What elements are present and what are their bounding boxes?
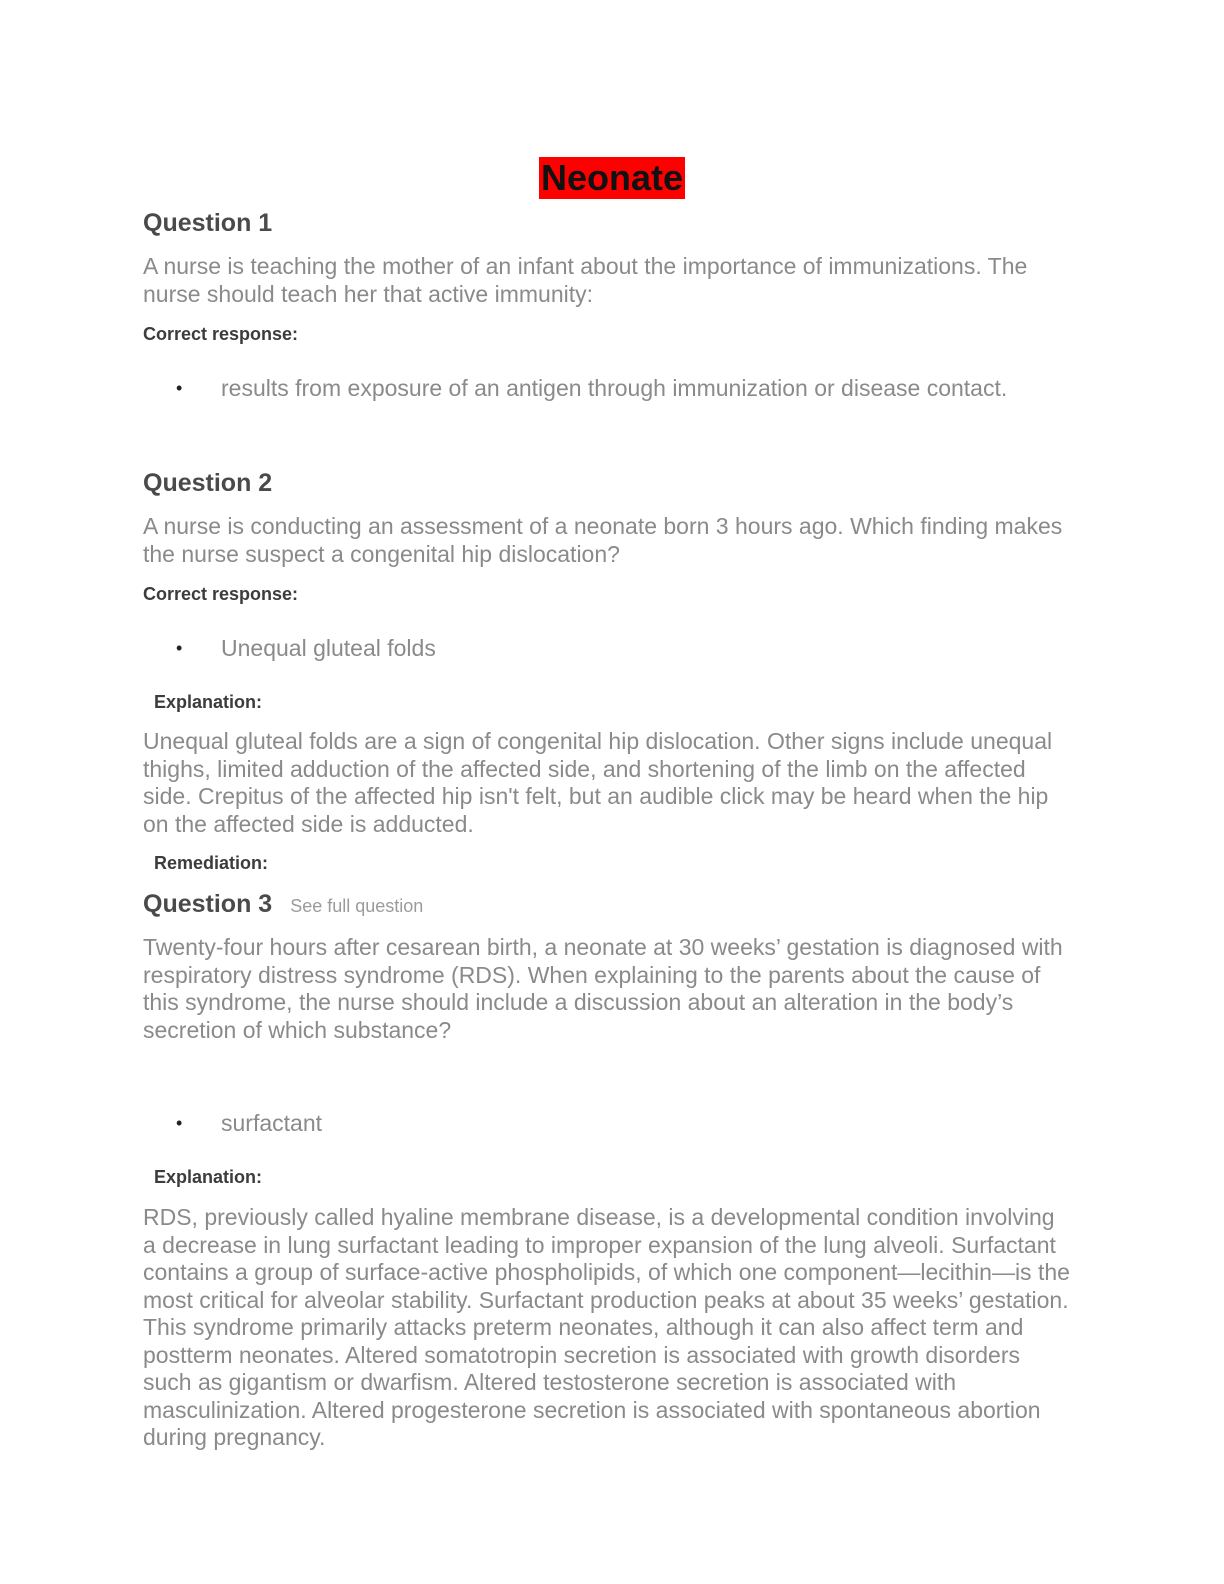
question-1-answer-text: results from exposure of an antigen through immunization or disease contact. <box>221 375 1008 401</box>
question-2-remediation-label: Remediation: <box>154 853 269 873</box>
question-1-answer <box>176 374 1007 402</box>
title-wrapper <box>0 157 1224 199</box>
bullet-icon: • <box>176 1113 183 1133</box>
question-3-explanation: RDS, previously called hyaline membrane disease, is a developmental condition involving a decrease in lung surfactant leading to improper expansion of the lung alveoli. Surfactant contains a group of surface-active phospholipids, of which one component—lecithin—is the most critical for alveolar stability. Surfactant production peaks at about 35 weeks’ gestation. This syndrome primarily attacks preterm neonates, although it can also affect term and postterm neonates. Altered somatotropin secretion is associated with growth disorders such as gigantism or dwarfism. Altered testosterone secretion is associated with masculinization. Altered progesterone secretion is associated with spontaneous abortion during pregnancy. <box>143 1204 1070 1450</box>
question-2-explanation: Unequal gluteal folds are a sign of congenital hip dislocation. Other signs include unequal thighs, limited adduction of the affected side, and shortening of the limb on the affected side. Crepitus of the affected hip isn't felt, but an audible click may be heard when the hip on the affected side is adducted. <box>143 728 1053 837</box>
question-3-heading-text: Question 3 <box>143 890 273 918</box>
question-2-correct-label: Correct response: <box>143 584 299 604</box>
question-2-explanation-label: Explanation: <box>154 692 263 712</box>
question-1-correct-label: Correct response: <box>143 324 299 344</box>
question-2-text: A nurse is conducting an assessment of a neonate born 3 hours ago. Which finding makes the nurse suspect a congenital hip dislocation? <box>143 513 1063 567</box>
question-3-answer <box>176 1109 322 1137</box>
bullet-icon: • <box>176 638 183 658</box>
question-3-heading <box>143 889 423 921</box>
question-3-answer-text: surfactant <box>221 1110 322 1136</box>
document-title: Neonate <box>540 157 684 198</box>
question-2-answer <box>176 634 436 662</box>
question-3-text: Twenty-four hours after cesarean birth, a neonate at 30 weeks’ gestation is diagnosed with respiratory distress syndrome (RDS). When explaining to the parents about the cause of this syndrome, the nurse should include a discussion about an alteration in the body’s secretion of which substance? <box>143 934 1063 1043</box>
bullet-icon: • <box>176 378 183 398</box>
question-3-explanation-label: Explanation: <box>154 1167 263 1187</box>
question-1-text: A nurse is teaching the mother of an infant about the importance of immunizations. The nurse should teach her that active immunity: <box>143 253 1028 307</box>
question-2-heading: Question 2 <box>143 469 273 497</box>
see-full-question-link[interactable]: See full question <box>290 896 424 916</box>
question-2-answer-text: Unequal gluteal folds <box>221 635 436 661</box>
question-1-heading: Question 1 <box>143 209 273 237</box>
